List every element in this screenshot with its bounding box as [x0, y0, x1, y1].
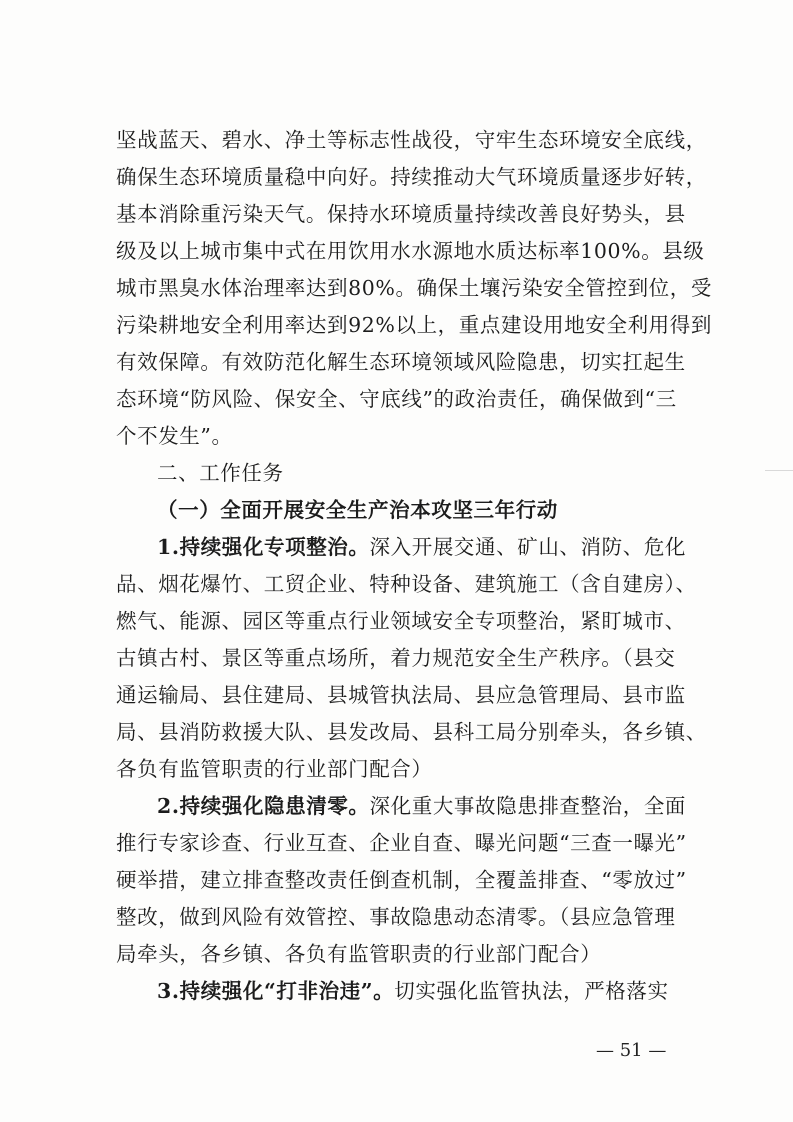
- intro-line-6: 污染耕地安全利用率达到92%以上，重点建设用地安全利用得到: [116, 313, 712, 337]
- item2-line-3: 硬举措，建立排查整改责任倒查机制，全覆盖排查、“零放过”: [116, 868, 687, 892]
- item2-line-5: 局牵头，各乡镇、各负有监管职责的行业部门配合）: [116, 942, 602, 966]
- item1-first-line-text: 深入开展交通、矿山、消防、危化: [369, 535, 687, 559]
- intro-line-8: 态环境“防风险、保安全、守底线”的政治责任，确保做到“三: [116, 387, 677, 411]
- intro-line-1: 坚战蓝天、碧水、净土等标志性战役，守牢生态环境安全底线，: [116, 128, 707, 152]
- item2-title: 2.持续强化隐患清零。: [157, 794, 370, 818]
- intro-line-7: 有效保障。有效防范化解生态环境领域风险隐患，切实扛起生: [116, 350, 686, 374]
- intro-line-9: 个不发生”。: [116, 424, 233, 448]
- item1-line-6: 局、县消防救援大队、县发改局、县科工局分别牵头，各乡镇、: [116, 720, 707, 744]
- section-heading: 二、工作任务: [157, 461, 284, 485]
- page-number: — 51 —: [596, 1040, 667, 1061]
- item1-line-3: 燃气、能源、园区等重点行业领域安全专项整治，紧盯城市、: [116, 609, 686, 633]
- item3-first-line-text: 切实强化监管执法，严格落实: [394, 979, 669, 1003]
- item3-first-line: [157, 979, 669, 1003]
- item1-first-line: [157, 535, 686, 559]
- scan-edge-mark: [765, 470, 793, 471]
- item1-line-4: 古镇古村、景区等重点场所，着力规范安全生产秩序。（县交: [116, 646, 676, 670]
- item2-line-4: 整改，做到风险有效管控、事故隐患动态清零。（县应急管理: [116, 905, 676, 929]
- item1-line-7: 各负有监管职责的行业部门配合）: [116, 757, 433, 781]
- item2-first-line: [157, 794, 686, 818]
- item2-first-line-text: 深化重大事故隐患排查整治，全面: [369, 794, 687, 818]
- subsection-heading: （一）全面开展安全生产治本攻坚三年行动: [157, 498, 558, 522]
- intro-line-2: 确保生态环境质量稳中向好。持续推动大气环境质量逐步好转，: [116, 165, 707, 189]
- intro-line-5: 城市黑臭水体治理率达到80%。确保土壤污染安全管控到位，受: [116, 276, 712, 300]
- intro-line-3: 基本消除重污染天气。保持水环境质量持续改善良好势头，县: [116, 202, 686, 226]
- item3-title: 3.持续强化“打非治违”。: [157, 979, 395, 1003]
- item1-line-5: 通运输局、县住建局、县城管执法局、县应急管理局、县市监: [116, 683, 686, 707]
- intro-line-4: 级及以上城市集中式在用饮用水水源地水质达标率100%。县级: [116, 239, 705, 263]
- item2-line-2: 推行专家诊查、行业互查、企业自查、曝光问题“三查一曝光”: [116, 831, 687, 855]
- item1-title: 1.持续强化专项整治。: [157, 535, 370, 559]
- item1-line-2: 品、烟花爆竹、工贸企业、特种设备、建筑施工（含自建房）、: [116, 572, 697, 596]
